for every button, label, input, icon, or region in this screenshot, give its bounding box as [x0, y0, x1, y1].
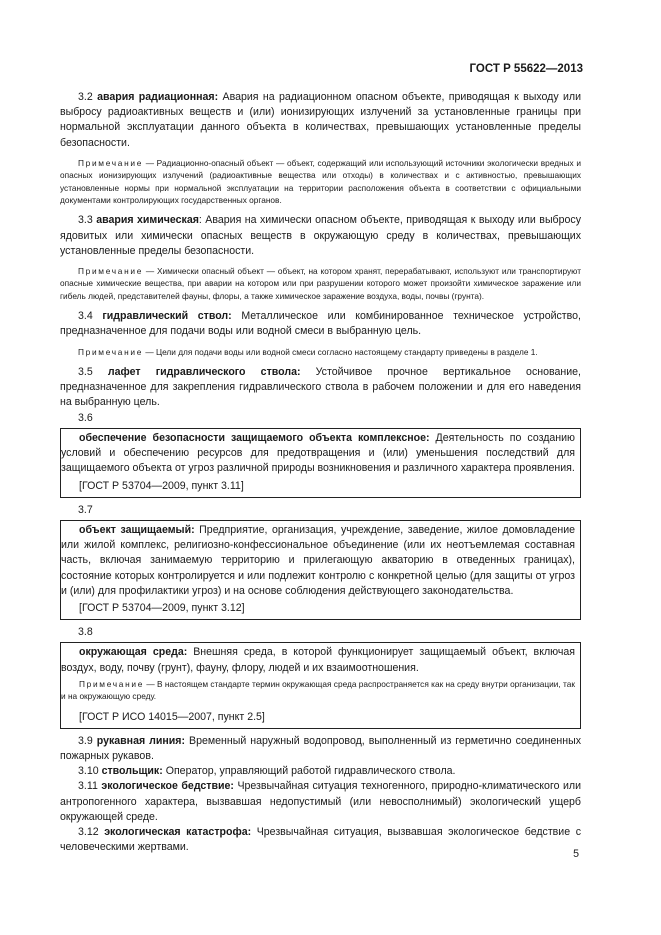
note-3-3: [60, 265, 581, 302]
entry-number: 3.10: [78, 765, 99, 778]
entry-term: рукавная линия:: [96, 734, 186, 747]
note-text: — В настоящем стандарте термин окружающая среда распространяется как на среду внутри организации, так и на окружающую среду.: [61, 678, 575, 702]
note-label: Примечание: [79, 678, 145, 689]
entry-definition: Авария на радиационном опасном объекте, приводящая к выходу или выбросу радиоактивных веществ и (или) ионизирующих излучений за установленные границы при нормальной эксплуатации данного объекта в количествах, превышающих установленные пределы безопасности.: [60, 91, 582, 149]
term-entry-3-8: [61, 645, 575, 675]
entry-definition: Металлическое или комбинированное техническое устройство, предназначенное для подачи воды или водной смеси в выбранную цель.: [60, 310, 581, 338]
entry-number-3-7: 3.7: [78, 503, 93, 516]
source-reference: [ГОСТ Р ИСО 14015—2007, пункт 2.5]: [79, 710, 265, 723]
note-label: Примечание: [78, 266, 144, 277]
entry-number: 3.5: [78, 366, 93, 379]
term-box-3-6: [60, 428, 581, 498]
note-text: — Радиационно-опасный объект — объект, содержащий или использующий источники экологически вредных и опасных ионизирующих излучений (радиоактивные вещества или отходы) в количествах и с активностью, превышающих установленные нормы при нормальной эксплуатации на территории расположения объекта в соответствии с официальными документами контролирующих государственных органов.: [60, 157, 581, 206]
note-text: — Цели для подачи воды или водной смеси согласно настоящему стандарту приведены в разделе 1.: [143, 346, 538, 357]
term-entry-3-7: [61, 523, 575, 599]
entry-number: 3.11: [78, 780, 98, 793]
term-entry-3-6: [61, 431, 575, 477]
page-number: 5: [573, 848, 579, 860]
entry-definition: Временный наружный водопровод, выполненный из герметично соединенных пожарных рукавов.: [60, 734, 581, 762]
entry-term: авария химическая: [96, 214, 199, 227]
entry-term: авария радиационная:: [97, 91, 219, 103]
entry-term: ствольщик:: [101, 765, 163, 778]
entry-definition: Предприятие, организация, учреждение, заведение, жилое домовладение или жилой комплекс, религиозно-конфессиональное объединение (или их неотъемлемая составная часть, включая занимаемую территорию и прилегающую акваторию в отведенных границах), состояние которых контролируется и или подлежит контролю с конкретной целью (для защиты от угроз и (или) для профилактики угроз) и на основе соблюдения действующего законодательства.: [61, 523, 576, 597]
note-text: — Химически опасный объект — объект, на котором хранят, перерабатывают, используют или транспортируют опасные химические вещества, при аварии на котором или при разрушении которого может произойти химическое заражение или гибель людей, представителей фауны, флоры, а также химическое заражение воздуха, воды, почвы (грунта).: [60, 266, 581, 301]
term-box-3-7: [60, 520, 581, 620]
note-label: Примечание: [78, 157, 144, 168]
entry-definition: Деятельность по созданию условий и обеспечению ресурсов для предотвращения и (или) уменьшения последствий для защищаемого объекта от угроз различной природы возникновения и различного характера проявления.: [61, 431, 575, 475]
term-entry-3-11: [60, 779, 581, 825]
entry-term: обеспечение безопасности защищаемого объекта комплексное:: [79, 431, 430, 444]
document-id-header: ГОСТ Р 55622—2013: [469, 63, 583, 75]
term-entry-3-12: [60, 825, 581, 855]
entry-term: объект защищаемый:: [79, 523, 195, 536]
note-3-4: [60, 346, 581, 358]
term-entry-3-3: [60, 213, 581, 259]
entry-number-3-8: 3.8: [78, 626, 93, 639]
term-entry-3-9: [60, 734, 581, 764]
entry-definition: Чрезвычайная ситуация, вызвавшая экологическое бедствие с человеческими жертвами.: [60, 825, 581, 854]
term-entry-3-10: [60, 764, 581, 779]
entry-definition: Устойчивое прочное вертикальное основание, предназначенное для закрепления гидравлического ствола в рабочем положении и для его наведения на выбранную цель.: [60, 366, 581, 409]
term-entry-3-4: [60, 309, 581, 339]
entry-number: 3.3: [78, 214, 93, 227]
entry-number: 3.9: [78, 734, 93, 747]
term-entry-3-5: [60, 365, 581, 411]
entry-definition: Внешняя среда, в которой функционирует защищаемый объект, включая воздух, воду, почву (грунт), фауну, флору, людей и их взаимоотношения.: [61, 646, 575, 674]
entry-term: экологическая катастрофа:: [104, 825, 252, 838]
source-reference: [ГОСТ Р 53704—2009, пункт 3.11]: [79, 479, 244, 492]
term-entry-3-2: [60, 90, 581, 151]
term-box-3-8: [60, 642, 581, 728]
entry-definition: : Авария на химически опасном объекте, приводящая к выходу или выбросу ядовитых или химически опасных веществ в окружающую среду в количествах, превышающих установленные пределы безопасности.: [60, 214, 581, 257]
entry-number-3-6: 3.6: [78, 411, 93, 424]
note-3-8: [61, 678, 575, 703]
entry-definition: Оператор, управляющий работой гидравлического ствола.: [162, 765, 456, 778]
entry-number: 3.12: [78, 825, 99, 838]
source-reference: [ГОСТ Р 53704—2009, пункт 3.12]: [79, 601, 245, 614]
entry-term: гидравлический ствол:: [102, 310, 232, 323]
entry-term: окружающая среда:: [79, 646, 188, 659]
entry-number: 3.4: [78, 310, 93, 323]
entry-term: экологическое бедствие:: [101, 780, 234, 793]
note-3-2: [60, 157, 581, 207]
entry-number: 3.2: [78, 91, 93, 103]
document-body: [60, 90, 581, 855]
entry-definition: Чрезвычайная ситуация техногенного, природно-климатического или антропогенного характера, вызвавшая недопустимый (или невосполнимый) экологический ущерб окружающей среде.: [60, 780, 581, 823]
entry-term: лафет гидравлического ствола:: [107, 366, 301, 379]
note-label: Примечание: [78, 346, 144, 357]
